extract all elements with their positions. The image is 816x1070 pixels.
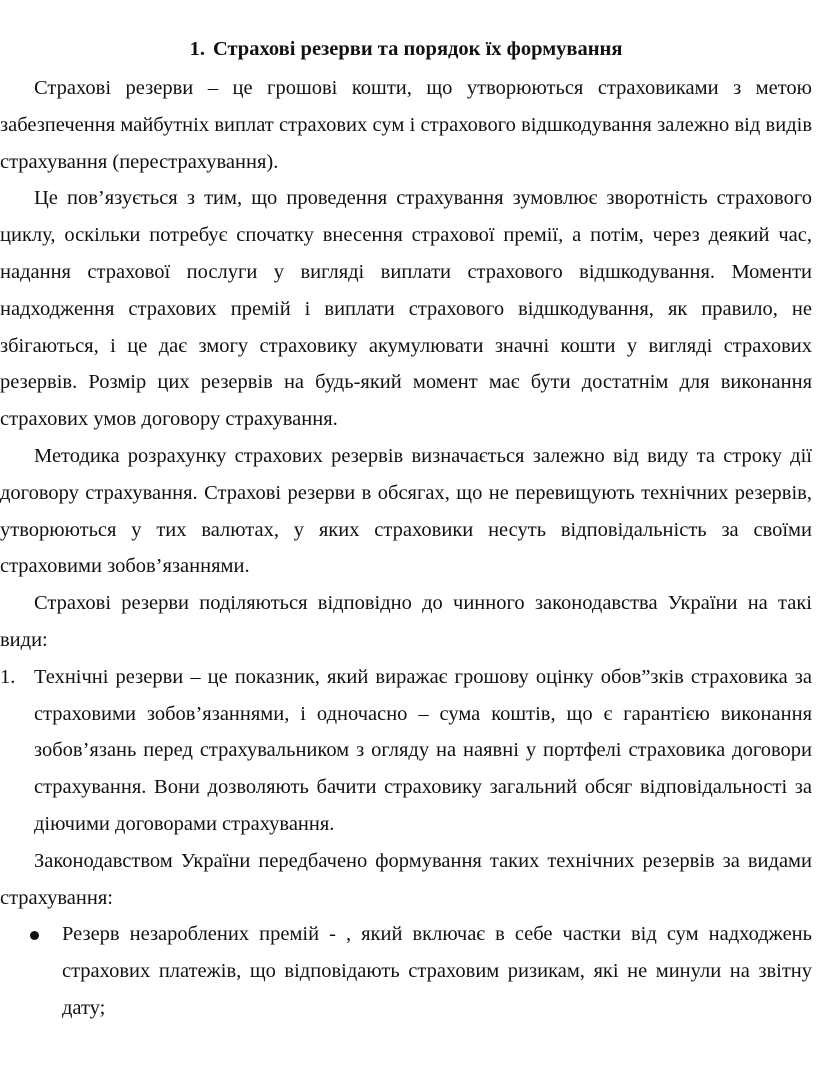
- paragraph-reserve-types-intro: Страхові резерви поділяються відповідно до чинного законодавства України на такі види:: [0, 592, 812, 651]
- section-title: Страхові резерви та порядок їх формування: [212, 38, 623, 60]
- paragraph-definition: Страхові резерви – це грошові кошти, що утворюються страховиками з метою забезпечення майбутніх виплат страхових сум і страхового відшкодування залежно від видів страхування (перестрахування).: [0, 77, 812, 173]
- paragraph-legislation: Законодавством України передбачено формування таких технічних резервів за видами страхування:: [0, 849, 812, 909]
- bullet-icon: [30, 931, 39, 940]
- paragraph-methodology: Методика розрахунку страхових резервів визначається залежно від виду та строку дії договору страхування. Страхові резерви в обсягах, що не перевищують технічних резервів, утворюються у тих валютах, у яких страховики несуть відповідальність за своїми страховими зобов’язаннями.: [0, 444, 812, 578]
- numbered-list-item: [0, 659, 812, 843]
- section-number: 1.: [189, 38, 205, 60]
- section-heading: [0, 30, 812, 68]
- document-page: [0, 30, 812, 1027]
- list-number: 1.: [0, 665, 16, 688]
- bullet-item-text: Резерв незароблених премій - , який включає в себе частки від сум надходжень страхових платежів, що відповідають страховим ризикам, які не минули на звітну дату;: [62, 923, 812, 1019]
- bullet-list-item: [0, 916, 812, 1026]
- list-item-text: Технічні резерви – це показник, який виражає грошову оцінку обов”зків страховика за страховими зобов’язаннями, і одночасно – сума коштів, що є гарантією виконання зобов’язань перед страхувальником з огляду на наявні у портфелі страховика договори страхування. Вони дозволяють бачити страховику загальний обсяг відповідальності за діючими договорами страхування.: [34, 665, 812, 835]
- paragraph-insurance-cycle: Це пов’язується з тим, що проведення страхування зумовлює зворотність страхового циклу, оскільки потребує спочатку внесення страхової премії, а потім, через деякий час, надання страхової послуги у вигляді виплати страхового відшкодування. Моменти надходження страхових премій і виплати страхового відшкодування, як правило, не збігаються, і це дає змогу страховику акумулювати значні кошти у вигляді страхових резервів. Розмір цих резервів на будь-який момент має бути достатнім для виконання страхових умов договору страхування.: [0, 187, 812, 431]
